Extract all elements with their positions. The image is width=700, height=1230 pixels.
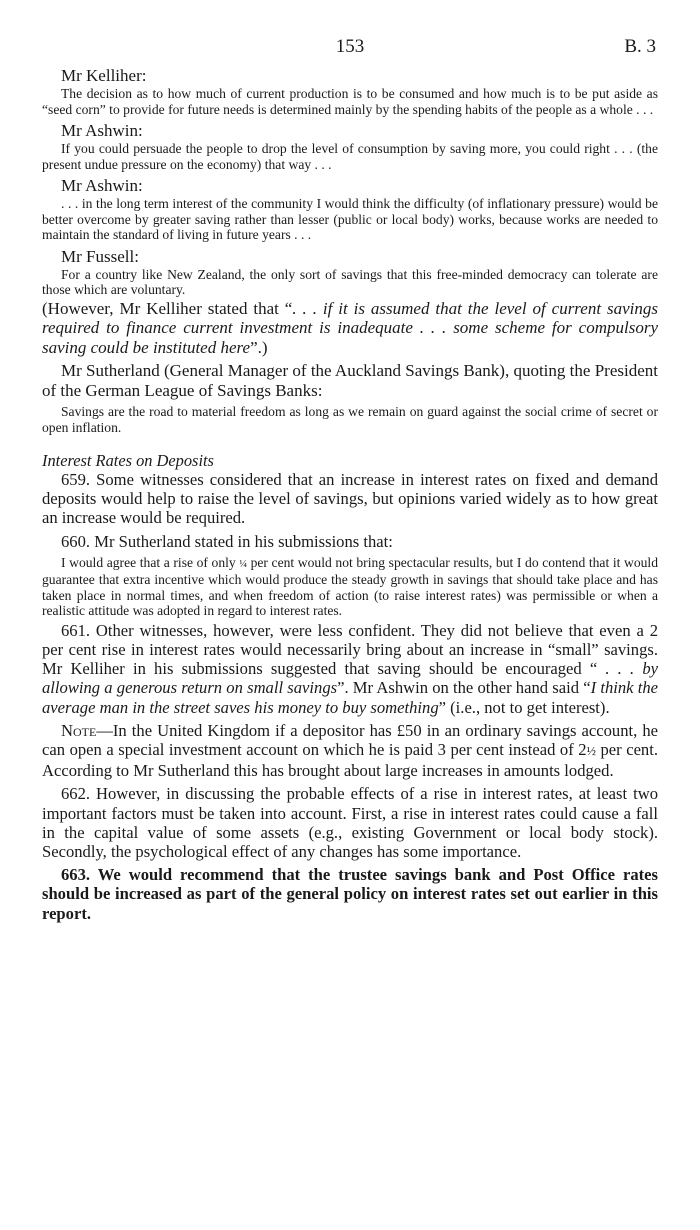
note-label: Note — [61, 720, 97, 740]
note-paragraph — [42, 721, 658, 781]
however-text-italic: . . . if it is assumed that the level of current savings required to finance current investment is inadequate . . . some scheme for compulsory saving could be instituted here — [42, 298, 658, 357]
p661-italic-2: I think the average man in the street saves his money to buy something — [42, 678, 658, 717]
p661-italic-1: . . . by allowing a generous return on small savings — [42, 659, 659, 698]
speaker-kelliher: Mr Kelliher: — [61, 66, 147, 85]
however-text-start: (However, Mr Kelliher stated that “ — [42, 298, 293, 318]
quote-text-end: per cent would not bring spectacular results, but I do contend that it would guarantee that extra incentive which would produce the steady growth in savings that should take place and has taken place in normal times, and when freedom of action (to raise interest rates) was permissible or when a realistic attitude was adopted in regard to interest rates. — [42, 554, 658, 619]
quote-text-start: I would agree that a rise of only — [61, 554, 240, 570]
speaker-fussell: Mr Fussell: — [61, 246, 139, 266]
note-text-start: —In the United Kingdom if a depositor has £50 in an ordinary savings account, he can open a special investment account on which he is paid 3 per cent instead of 2 — [42, 720, 658, 760]
quote-fussell: For a country like New Zealand, the only sort of savings that this free-minded democracy can tolerate are those which are voluntary. — [42, 266, 658, 297]
quote-ashwin-2: . . . in the long term interest of the community I would think the difficulty (of inflationary pressure) would be better overcome by greater saving rather than lesser (public or local body) works, because works are needed to maintain the standard of living in future years . . . — [42, 196, 658, 242]
paragraph-660: 660. Mr Sutherland stated in his submissions that: — [61, 531, 393, 551]
speaker-sutherland: Mr Sutherland (General Manager of the Auckland Savings Bank), quoting the President of the German League of Savings Banks: — [42, 361, 658, 400]
paragraph-661 — [42, 621, 658, 717]
fraction-half: ½ — [586, 744, 596, 759]
speaker-ashwin-1: Mr Ashwin: — [61, 121, 143, 140]
p661-text-1: 661. Other witnesses, however, were less confident. They did not believe that even a 2 per cent rise in interest rates would necessarily bring about an increase in “small” savings. Mr Kelliher in his submissions suggested that saving should be encouraged “ — [42, 620, 658, 679]
quote-sutherland: Savings are the road to material freedom as long as we remain on guard against the social crime of secret or open inflation. — [42, 404, 658, 435]
quote-sutherland-interest — [42, 555, 658, 619]
section-subheading: Interest Rates on Deposits — [42, 451, 214, 470]
p661-text-3: ” (i.e., not to get interest). — [438, 697, 610, 717]
document-page — [42, 36, 658, 927]
fraction-quarter: ¼ — [239, 558, 247, 570]
p661-text-2: ”. Mr Ashwin on the other hand said “ — [337, 678, 591, 698]
quote-ashwin-1: If you could persuade the people to drop the level of consumption by saving more, you could right . . . (the present undue pressure on the economy) that way . . . — [42, 141, 658, 172]
speaker-ashwin-2: Mr Ashwin: — [61, 176, 143, 195]
page-number: 153 — [335, 36, 365, 57]
page-header — [42, 36, 658, 66]
however-text-end: ”.) — [250, 337, 268, 357]
however-kelliher-paragraph — [42, 299, 658, 358]
section-code: B. 3 — [624, 36, 656, 57]
paragraph-663-recommendation: 663. We would recommend that the trustee savings bank and Post Office rates should be increased as part of the general policy on interest rates set out earlier in this report. — [42, 865, 658, 923]
quote-kelliher: The decision as to how much of current production is to be consumed and how much is to be put aside as “seed corn” to provide for future needs is determined mainly by the spending habits of the people as a whole . . . — [42, 86, 658, 117]
paragraph-659: 659. Some witnesses considered that an increase in interest rates on fixed and demand deposits would help to raise the level of savings, but opinions varied widely as to how great an increase would be required. — [42, 470, 658, 528]
paragraph-662: 662. However, in discussing the probable effects of a rise in interest rates, at least two important factors must be taken into account. First, a rise in interest rates could cause a fall in the capital value of some assets (e.g., existing Government or local body stock). Secondly, the psychological effect of any changes has some importance. — [42, 784, 658, 862]
note-text-end: per cent. According to Mr Sutherland this has brought about large increases in amounts lodged. — [42, 740, 658, 781]
